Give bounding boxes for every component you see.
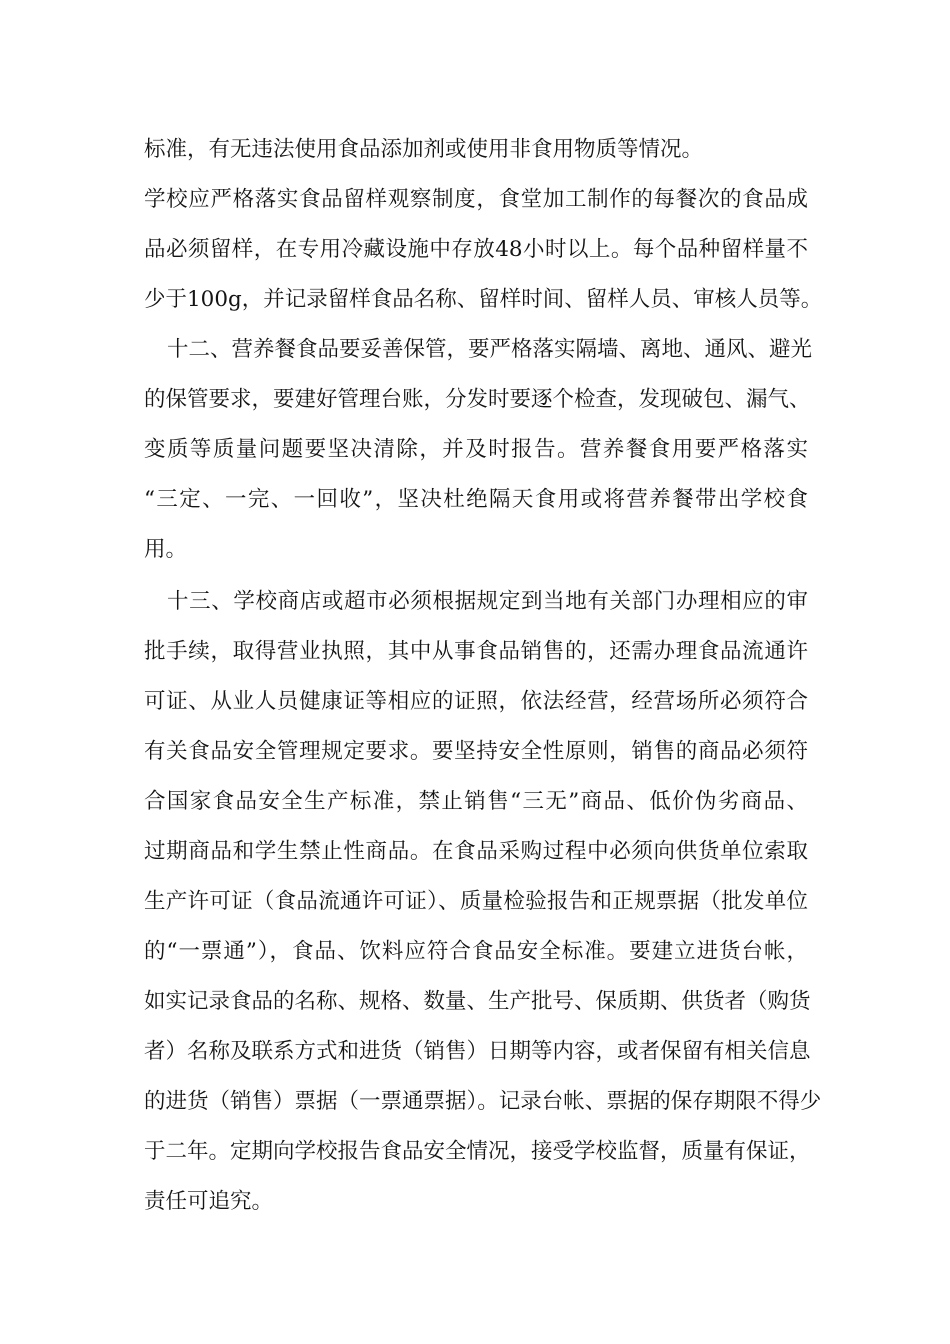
text-line-2: 学校应严格落实食品留样观察制度，食堂加工制作的每餐次的食品成 [144, 187, 808, 212]
text-line-12: 可证、从业人员健康证等相应的证照，依法经营，经营场所必须符合 [144, 689, 808, 714]
paragraph-12-line-1: 十二、营养餐食品要妥善保管，要严格落实隔墙、离地、通风、避光 [167, 337, 813, 362]
text-line-13: 有关食品安全管理规定要求。要坚持安全性原则，销售的商品必须符 [144, 739, 808, 764]
text-line-7: 变质等质量问题要坚决清除，并及时报告。营养餐食用要严格落实 [144, 437, 808, 462]
text-line-11: 批手续，取得营业执照，其中从事食品销售的，还需办理食品流通许 [144, 639, 808, 664]
text-line-17: 的“一票通”），食品、饮料应符合食品安全标准。要建立进货台帐， [144, 939, 808, 964]
text-line-21: 于二年。定期向学校报告食品安全情况，接受学校监督，质量有保证， [144, 1139, 811, 1164]
text-line-15: 过期商品和学生禁止性商品。在食品采购过程中必须向供货单位索取 [144, 839, 808, 864]
text-line-6: 的保管要求，要建好管理台账，分发时要逐个检查，发现破包、漏气、 [144, 387, 811, 412]
text-line-16: 生产许可证（食品流通许可证）、质量检验报告和正规票据（批发单位 [144, 889, 808, 914]
paragraph-13-line-1: 十三、学校商店或超市必须根据规定到当地有关部门办理相应的审 [167, 589, 808, 614]
text-line-19: 者）名称及联系方式和进货（销售）日期等内容，或者保留有相关信息 [144, 1039, 811, 1064]
text-line-20: 的进货（销售）票据（一票通票据）。记录台帐、票据的保存期限不得少 [144, 1089, 822, 1114]
text-line-9: 用。 [144, 537, 188, 562]
text-line-18: 如实记录食品的名称、规格、数量、生产批号、保质期、供货者（购货 [144, 989, 811, 1014]
text-line-8: “三定、一完、一回收”，坚决杜绝隔天食用或将营养餐带出学校食 [144, 487, 808, 512]
text-line-22: 责任可追究。 [144, 1189, 274, 1214]
text-line-3: 品必须留样，在专用冷藏设施中存放48小时以上。每个品种留样量不 [144, 237, 808, 262]
text-line-14: 合国家食品安全生产标准，禁止销售“三无”商品、低价伪劣商品、 [144, 789, 808, 814]
text-line-1: 标准，有无违法使用食品添加剂或使用非食用物质等情况。 [144, 137, 704, 162]
text-line-4: 少于100g，并记录留样食品名称、留样时间、留样人员、审核人员等。 [144, 287, 823, 312]
